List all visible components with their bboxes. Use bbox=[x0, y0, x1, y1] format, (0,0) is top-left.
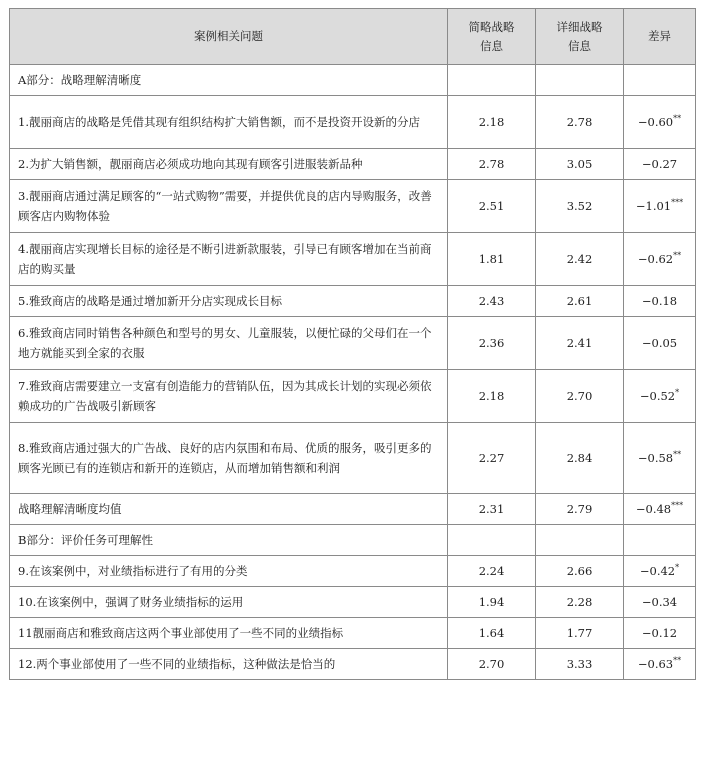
detailed-value: 3.52 bbox=[536, 180, 624, 233]
question-cell: 12.两个事业部使用了一些不同的业绩指标，这种做法是恰当的 bbox=[10, 649, 448, 680]
significance-mark: * bbox=[675, 563, 680, 573]
average-row bbox=[10, 494, 696, 525]
table-row bbox=[10, 370, 696, 423]
table-row bbox=[10, 317, 696, 370]
question-cell: 7.雅致商店需要建立一支富有创造能力的营销队伍，因为其成长计划的实现必须依赖成功的广告战吸引新顾客 bbox=[10, 370, 448, 423]
difference-value: −0.18 bbox=[641, 294, 678, 308]
brief-value: 2.36 bbox=[448, 317, 536, 370]
question-cell: 11靓丽商店和雅致商店这两个事业部使用了一些不同的业绩指标 bbox=[10, 618, 448, 649]
table-row bbox=[10, 149, 696, 180]
significance-mark: ** bbox=[673, 114, 682, 124]
difference-cell bbox=[624, 149, 696, 180]
brief-value: 1.94 bbox=[448, 587, 536, 618]
comparison-table bbox=[9, 8, 696, 680]
table-row bbox=[10, 96, 696, 149]
section-b-row bbox=[10, 525, 696, 556]
difference-value: −0.42 bbox=[639, 564, 676, 578]
difference-cell bbox=[624, 317, 696, 370]
difference-cell bbox=[624, 423, 696, 494]
difference-value: −0.63 bbox=[637, 657, 674, 671]
brief-value: 2.27 bbox=[448, 423, 536, 494]
brief-value: 2.43 bbox=[448, 286, 536, 317]
significance-mark: ** bbox=[673, 251, 682, 261]
table-row bbox=[10, 556, 696, 587]
detailed-value: 2.28 bbox=[536, 587, 624, 618]
detailed-value: 2.84 bbox=[536, 423, 624, 494]
header-brief-info: 简略战略 信息 bbox=[448, 9, 536, 65]
brief-value: 1.64 bbox=[448, 618, 536, 649]
brief-value: 2.18 bbox=[448, 96, 536, 149]
question-cell: 1.靓丽商店的战略是凭借其现有组织结构扩大销售额，而不是投资开设新的分店 bbox=[10, 96, 448, 149]
brief-value: 2.18 bbox=[448, 370, 536, 423]
header-difference: 差异 bbox=[624, 9, 696, 65]
detailed-value: 3.05 bbox=[536, 149, 624, 180]
brief-value: 2.31 bbox=[448, 494, 536, 525]
question-cell: 8.雅致商店通过强大的广告战、良好的店内氛围和布局、优质的服务，吸引更多的顾客光顾已有的连锁店和新开的连锁店，从而增加销售额和利润 bbox=[10, 423, 448, 494]
difference-cell bbox=[624, 286, 696, 317]
difference-cell bbox=[624, 618, 696, 649]
average-label: 战略理解清晰度均值 bbox=[10, 494, 448, 525]
significance-mark: *** bbox=[671, 198, 684, 208]
detailed-value: 2.66 bbox=[536, 556, 624, 587]
question-cell: 6.雅致商店同时销售各种颜色和型号的男女、儿童服装，以便忙碌的父母们在一个地方就能买到全家的衣服 bbox=[10, 317, 448, 370]
difference-cell bbox=[624, 494, 696, 525]
significance-mark: *** bbox=[671, 501, 684, 511]
table-row bbox=[10, 618, 696, 649]
brief-value: 2.24 bbox=[448, 556, 536, 587]
table-header-row bbox=[10, 9, 696, 65]
difference-value: −0.52 bbox=[639, 389, 676, 403]
brief-value: 2.70 bbox=[448, 649, 536, 680]
brief-value: 1.81 bbox=[448, 233, 536, 286]
section-a-row bbox=[10, 65, 696, 96]
header-detailed-info: 详细战略 信息 bbox=[536, 9, 624, 65]
difference-value: −0.58 bbox=[637, 451, 674, 465]
difference-cell bbox=[624, 649, 696, 680]
detailed-value: 2.78 bbox=[536, 96, 624, 149]
question-cell: 2.为扩大销售额，靓丽商店必须成功地向其现有顾客引进服装新品种 bbox=[10, 149, 448, 180]
header-question: 案例相关问题 bbox=[10, 9, 448, 65]
table-row bbox=[10, 180, 696, 233]
question-cell: 4.靓丽商店实现增长目标的途径是不断引进新款服装，引导已有顾客增加在当前商店的购买量 bbox=[10, 233, 448, 286]
difference-value: −0.48 bbox=[635, 502, 672, 516]
difference-value: −1.01 bbox=[635, 199, 672, 213]
table-row bbox=[10, 423, 696, 494]
difference-cell bbox=[624, 587, 696, 618]
detailed-value: 2.41 bbox=[536, 317, 624, 370]
detailed-value: 1.77 bbox=[536, 618, 624, 649]
brief-value: 2.78 bbox=[448, 149, 536, 180]
detailed-value: 2.61 bbox=[536, 286, 624, 317]
difference-value: −0.62 bbox=[637, 252, 674, 266]
significance-mark: ** bbox=[673, 656, 682, 666]
table-row bbox=[10, 649, 696, 680]
difference-cell bbox=[624, 96, 696, 149]
difference-cell bbox=[624, 556, 696, 587]
section-b-title: B部分：评价任务可理解性 bbox=[10, 525, 448, 556]
question-cell: 5.雅致商店的战略是通过增加新开分店实现成长目标 bbox=[10, 286, 448, 317]
significance-mark: * bbox=[675, 388, 680, 398]
difference-value: −0.05 bbox=[641, 336, 678, 350]
question-cell: 9.在该案例中，对业绩指标进行了有用的分类 bbox=[10, 556, 448, 587]
question-cell: 3.靓丽商店通过满足顾客的“一站式购物”需要，并提供优良的店内导购服务，改善顾客店内购物体验 bbox=[10, 180, 448, 233]
difference-cell bbox=[624, 180, 696, 233]
significance-mark: ** bbox=[673, 450, 682, 460]
table-row bbox=[10, 286, 696, 317]
difference-value: −0.60 bbox=[637, 115, 674, 129]
brief-value: 2.51 bbox=[448, 180, 536, 233]
difference-value: −0.12 bbox=[641, 626, 678, 640]
section-a-title: A部分：战略理解清晰度 bbox=[10, 65, 448, 96]
difference-value: −0.34 bbox=[641, 595, 678, 609]
table-row bbox=[10, 587, 696, 618]
detailed-value: 3.33 bbox=[536, 649, 624, 680]
question-cell: 10.在该案例中，强调了财务业绩指标的运用 bbox=[10, 587, 448, 618]
difference-cell bbox=[624, 370, 696, 423]
detailed-value: 2.70 bbox=[536, 370, 624, 423]
difference-cell bbox=[624, 233, 696, 286]
detailed-value: 2.79 bbox=[536, 494, 624, 525]
difference-value: −0.27 bbox=[641, 157, 678, 171]
detailed-value: 2.42 bbox=[536, 233, 624, 286]
table-row bbox=[10, 233, 696, 286]
